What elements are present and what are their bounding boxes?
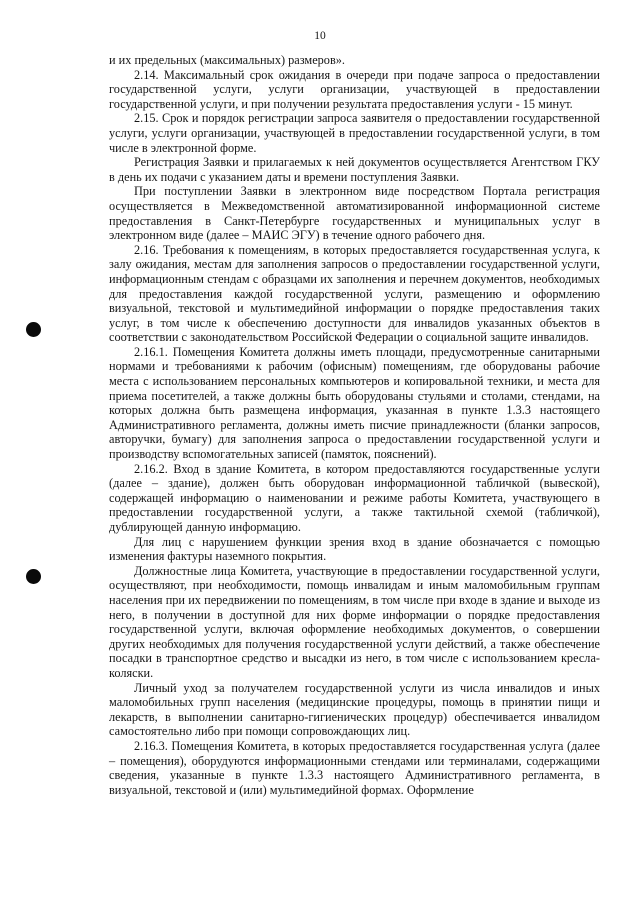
paragraph-officials-assistance: Должностные лица Комитета, участвующие в предоставлении государственной услуги, осуществляют, при необходимости, помощь инвалидам и иным маломобильным группам населения при их передвижении по помещениям, в том числе при входе в здание и выходе из него, в получении в доступной для них форме информации о порядке предоставления государственной услуги, включая оформление необходимых документов, о совершении других необходимых для получения государственной услуги действий, а также обеспечение посадки в транспортное средство и высадки из него, в том числе с использованием кресла-коляски. <box>109 563 600 680</box>
paragraph-electronic-registration: При поступлении Заявки в электронном виде посредством Портала регистрация осуществляется в Межведомственной автоматизированной информационной системе предоставления в Санкт-Петербурге государственных и муниципальных услуг в электронном виде (далее – МАИС ЭГУ) в течение одного рабочего дня. <box>109 184 600 243</box>
paragraph-2-16-2: 2.16.2. Вход в здание Комитета, в котором предоставляются государственные услуги (далее – здание), должен быть оборудован информационной табличкой (вывеской), содержащей информацию о наименовании и режиме работы Комитета, участвующего в предоставлении государственной услуги, а также тактильной схемой (табличкой), дублирующей данную информацию. <box>109 461 600 534</box>
paragraph-2-14: 2.14. Максимальный срок ожидания в очереди при подаче запроса о предоставлении государственной услуги, услуги организации, участвующей в предоставлении государственной услуги, и при получении результата предоставления услуги - 15 минут. <box>109 67 600 111</box>
document-body <box>109 53 600 797</box>
punch-hole-top <box>26 322 41 337</box>
paragraph-personal-care: Личный уход за получателем государственной услуги из числа инвалидов и иных маломобильных групп населения (медицинские процедуры, помощь в принятии пищи и лекарств, в выполнении санитарно-гигиенических процедур) обеспечивается инвалидом самостоятельно либо при помощи сопровождающих лиц. <box>109 680 600 739</box>
paragraph-2-16-3: 2.16.3. Помещения Комитета, в которых предоставляется государственная услуга (далее – помещения), оборудуются информационными стендами или терминалами, содержащими сведения, указанные в пункте 1.3.3 настоящего Административного регламента, в визуальной, текстовой и (или) мультимедийной формах. Оформление <box>109 738 600 797</box>
paragraph-2-16: 2.16. Требования к помещениям, в которых предоставляется государственная услуга, к залу ожидания, местам для заполнения запросов о предоставлении государственной услуги, информационным стендам с образцами их заполнения и перечнем документов, необходимых для предоставления каждой государственной услуги, размещению и оформлению визуальной, текстовой и мультимедийной информации о порядке предоставления таких услуг, в том числе к обеспечению доступности для инвалидов указанных объектов в соответствии с законодательством Российской Федерации о социальной защите инвалидов. <box>109 242 600 345</box>
paragraph-vision-impaired: Для лиц с нарушением функции зрения вход в здание обозначается с помощью изменения фактуры наземного покрытия. <box>109 534 600 564</box>
paragraph-2-16-1: 2.16.1. Помещения Комитета должны иметь площади, предусмотренные санитарными нормами и требованиями к рабочим (офисным) помещениям, где оборудованы рабочие места с использованием персональных компьютеров и копировальной техники, и места для приема посетителей, а также должны быть оборудованы стульями и столами, стендами, на которых должна быть размещена информация, указанная в пункте 1.3.3 настоящего Административного регламента, должны иметь писчие принадлежности (бланки запросов, авторучки, бумагу) для заполнения запроса о предоставлении государственной услуги и производству вспомогательных записей (памяток, пояснений). <box>109 344 600 462</box>
paragraph-registration: Регистрация Заявки и прилагаемых к ней документов осуществляется Агентством ГКУ в день их подачи с указанием даты и времени поступления Заявки. <box>109 155 600 184</box>
paragraph-2-15: 2.15. Срок и порядок регистрации запроса заявителя о предоставлении государственной услуги, услуги организации, участвующей в предоставлении государственной услуги, в том числе в электронной форме. <box>109 111 600 155</box>
paragraph-continuation: и их предельных (максимальных) размеров». <box>109 53 345 67</box>
punch-hole-bottom <box>26 569 41 584</box>
page-number: 10 <box>314 30 326 42</box>
